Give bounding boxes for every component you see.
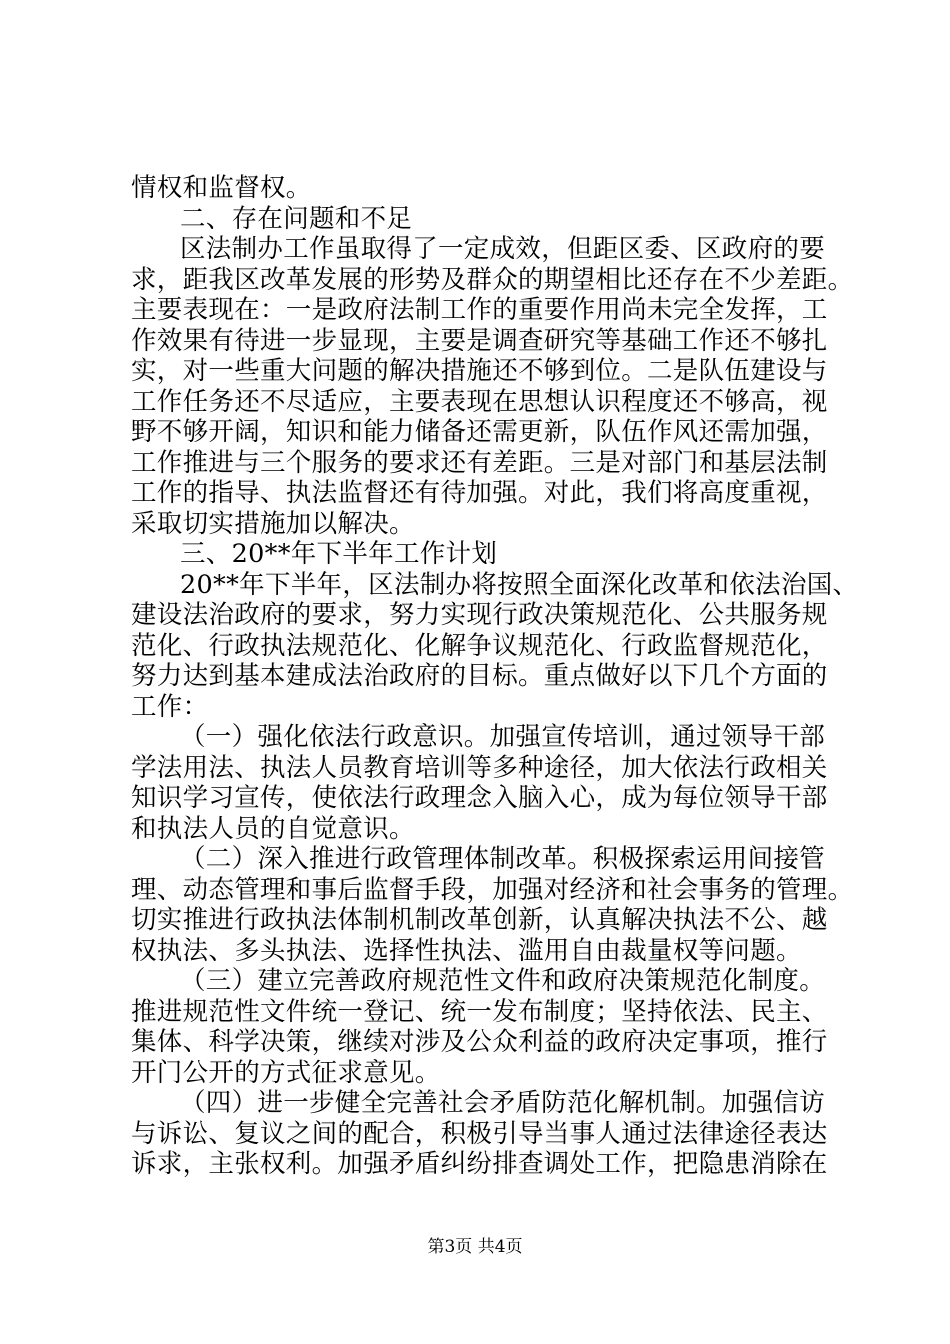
text-line: 知识学习宣传，使依法行政理念入脑入心，成为每位领导干部	[131, 783, 828, 813]
page-footer: 第3页 共4页	[427, 1237, 523, 1257]
text-line: 集体、科学决策，继续对涉及公众利益的政府决定事项，推行	[131, 1027, 828, 1057]
section-heading: 二、存在问题和不足	[180, 204, 413, 234]
text-line: （二）深入推进行政管理体制改革。积极探索运用间接管	[180, 844, 826, 874]
text-line: 区法制办工作虽取得了一定成效，但距区委、区政府的要	[180, 234, 826, 264]
text-line: 范化、行政执法规范化、化解争议规范化、行政监督规范化，	[131, 631, 828, 661]
text-line: 情权和监督权。	[131, 173, 312, 203]
text-line: 学法用法、执法人员教育培训等多种途径，加大依法行政相关	[131, 753, 828, 783]
text-line: 工作推进与三个服务的要求还有差距。三是对部门和基层法制	[131, 448, 828, 478]
text-line: 开门公开的方式征求意见。	[131, 1058, 441, 1088]
text-line: 20**年下半年，区法制办将按照全面深化改革和依法治国、	[180, 570, 859, 600]
text-line: （四）进一步健全完善社会矛盾防范化解机制。加强信访	[180, 1088, 826, 1118]
text-line: 实，对一些重大问题的解决措施还不够到位。二是队伍建设与	[131, 356, 828, 386]
text-line: 采取切实措施加以解决。	[131, 509, 415, 539]
text-line: 野不够开阔，知识和能力储备还需更新，队伍作风还需加强，	[131, 417, 828, 447]
text-line: 建设法治政府的要求，努力实现行政决策规范化、公共服务规	[131, 600, 828, 630]
text-line: 诉求，主张权利。加强矛盾纠纷排查调处工作，把隐患消除在	[131, 1149, 828, 1179]
text-line: 工作的指导、执法监督还有待加强。对此，我们将高度重视，	[131, 478, 828, 508]
text-line: 权执法、多头执法、选择性执法、滥用自由裁量权等问题。	[131, 936, 802, 966]
text-line: 理、动态管理和事后监督手段，加强对经济和社会事务的管理。	[131, 875, 854, 905]
text-line: （一）强化依法行政意识。加强宣传培训，通过领导干部	[180, 722, 826, 752]
text-line: 与诉讼、复议之间的配合，积极引导当事人通过法律途径表达	[131, 1119, 828, 1149]
text-line: 工作任务还不尽适应，主要表现在思想认识程度还不够高，视	[131, 387, 828, 417]
text-line: 切实推进行政执法体制机制改革创新，认真解决执法不公、越	[131, 905, 828, 935]
text-line: 和执法人员的自觉意识。	[131, 814, 415, 844]
text-line: 推进规范性文件统一登记、统一发布制度；坚持依法、民主、	[131, 997, 828, 1027]
text-line: 求，距我区改革发展的形势及群众的期望相比还存在不少差距。	[131, 265, 854, 295]
text-line: （三）建立完善政府规范性文件和政府决策规范化制度。	[180, 966, 826, 996]
text-line: 努力达到基本建成法治政府的目标。重点做好以下几个方面的	[131, 661, 828, 691]
text-line: 主要表现在：一是政府法制工作的重要作用尚未完全发挥，工	[131, 295, 828, 325]
text-line: 作效果有待进一步显现，主要是调查研究等基础工作还不够扎	[131, 326, 828, 356]
text-line: 工作：	[131, 692, 209, 722]
section-heading: 三、20**年下半年工作计划	[180, 539, 498, 569]
